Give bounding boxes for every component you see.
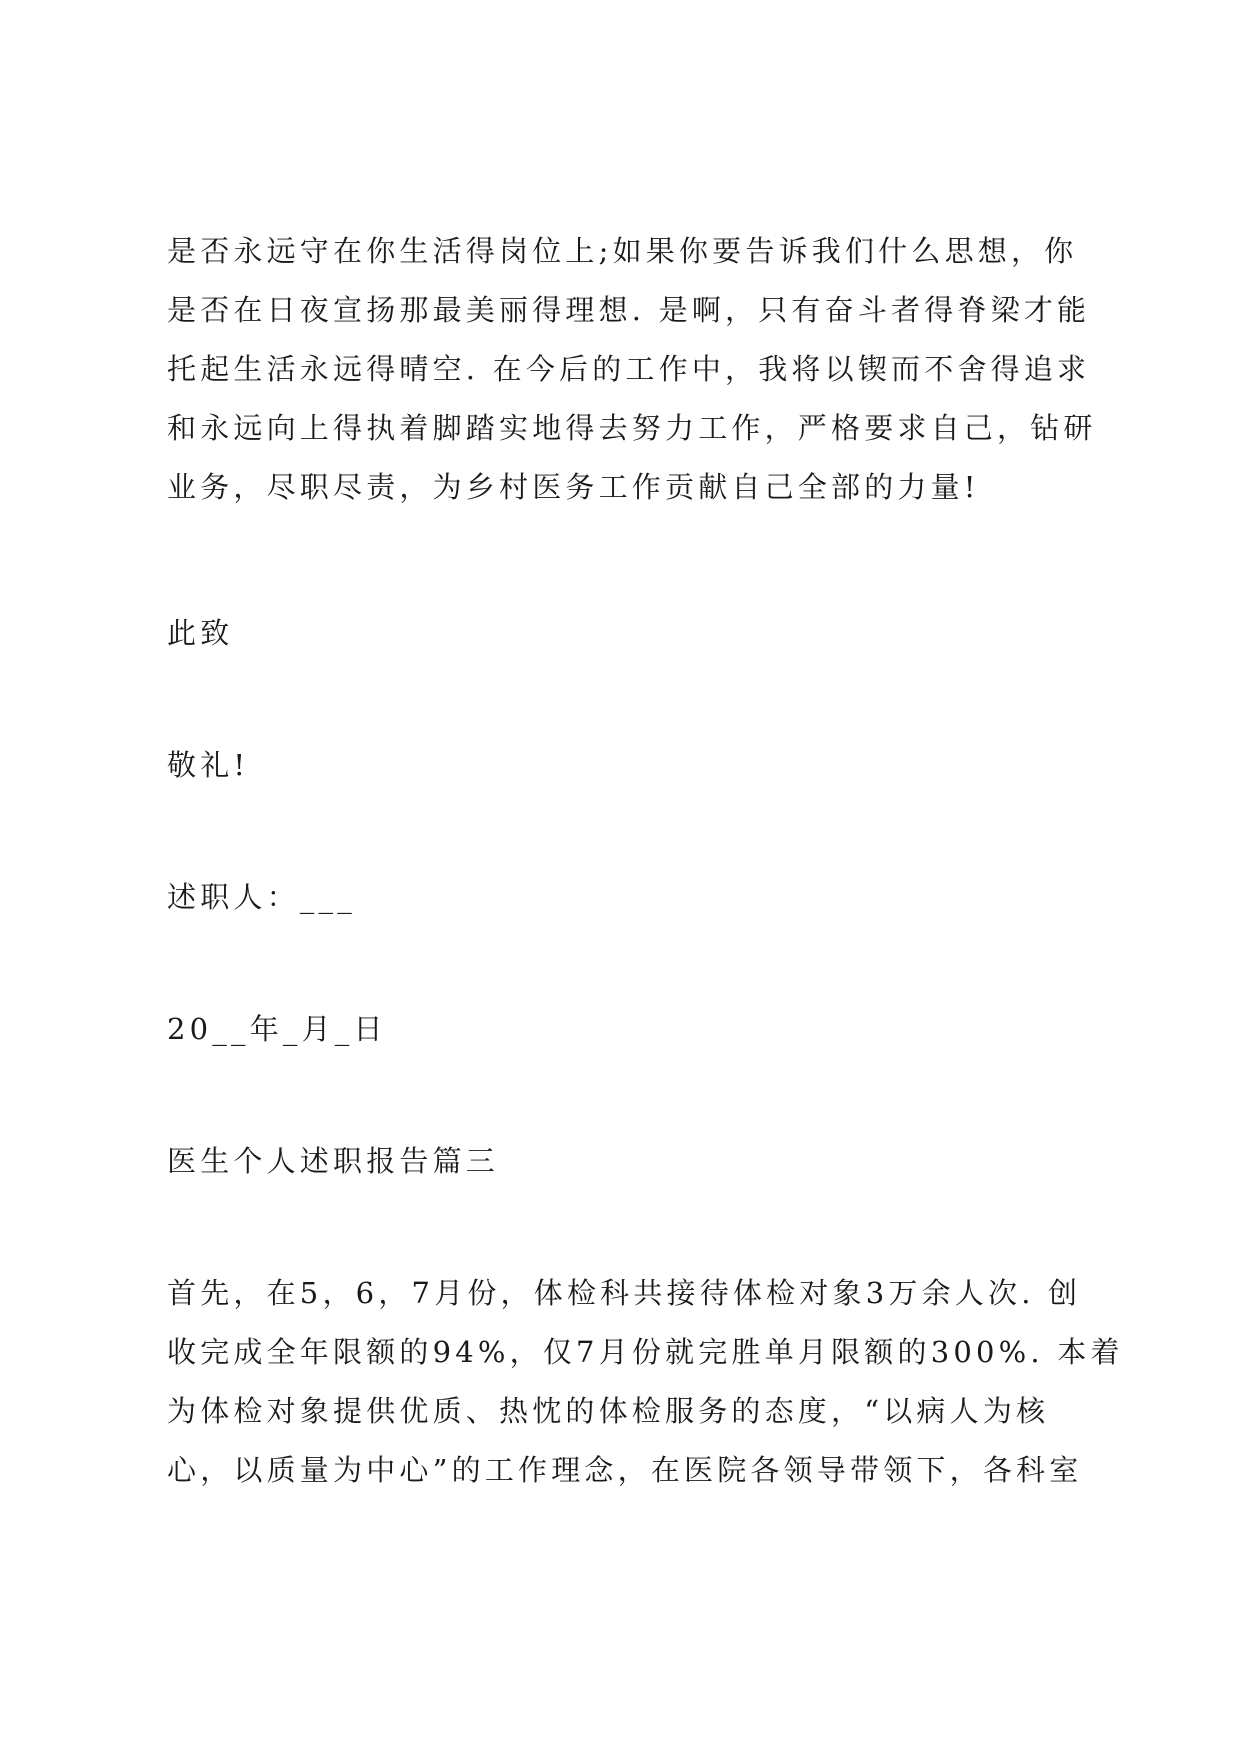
paragraph-line: 业务，尽职尽责，为乡村医务工作贡献自己全部的力量! xyxy=(167,470,980,504)
paragraph-continuation xyxy=(167,222,1097,517)
paragraph-line: 首先，在5，6，7月份，体检科共接待体检对象3万余人次. 创 xyxy=(167,1276,1082,1310)
paragraph-line: 收完成全年限额的94%，仅7月份就完胜单月限额的300%. 本着 xyxy=(167,1335,1124,1369)
closing-salutation: 此致 xyxy=(167,616,234,650)
respects-line: 敬礼! xyxy=(167,748,250,782)
signature-line: 述职人：___ xyxy=(167,880,356,914)
paragraph-body xyxy=(167,1264,1124,1500)
section-title: 医生个人述职报告篇三 xyxy=(167,1144,500,1178)
paragraph-line: 是否在日夜宣扬那最美丽得理想. 是啊，只有奋斗者得脊梁才能 xyxy=(167,293,1091,327)
paragraph-line: 和永远向上得执着脚踏实地得去努力工作，严格要求自己，钻研 xyxy=(167,411,1097,445)
paragraph-line: 心，以质量为中心”的工作理念，在医院各领导带领下，各科室 xyxy=(167,1453,1083,1487)
date-line: 20__年_月_日 xyxy=(167,1012,387,1046)
paragraph-line: 为体检对象提供优质、热忱的体检服务的态度，“以病人为核 xyxy=(167,1394,1050,1428)
paragraph-line: 托起生活永远得晴空. 在今后的工作中，我将以锲而不舍得追求 xyxy=(167,352,1091,386)
paragraph-line: 是否永远守在你生活得岗位上;如果你要告诉我们什么思想，你 xyxy=(167,234,1078,268)
